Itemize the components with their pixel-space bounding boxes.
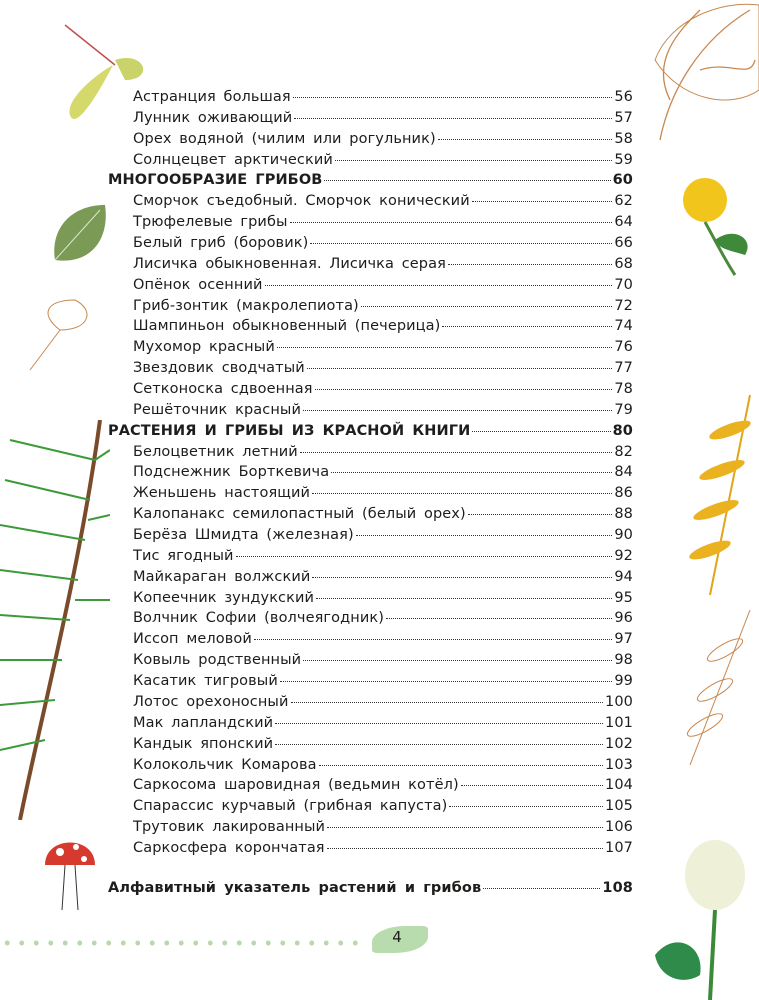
toc-entry-title: Трюфелевые грибы [133, 214, 288, 231]
dot-leader [275, 744, 603, 745]
toc-entry-page: 106 [605, 819, 633, 836]
toc-entry[interactable] [108, 152, 633, 173]
toc-entry-page: 92 [614, 547, 633, 564]
toc-entry-page: 101 [605, 714, 633, 731]
dot-leader [293, 97, 613, 98]
toc-entry-page: 86 [614, 485, 633, 502]
dot-leader [386, 618, 612, 619]
toc-entry-title: Берёза Шмидта (железная) [133, 527, 354, 544]
toc-entry-page: 78 [614, 381, 633, 398]
toc-entry[interactable] [108, 193, 633, 214]
footer-dot-line [0, 940, 365, 946]
toc-entry[interactable] [108, 506, 633, 527]
toc-entry-title: МНОГООБРАЗИЕ ГРИБОВ [108, 172, 323, 189]
dot-leader [335, 160, 612, 161]
oak-leaf-outline-illustration [640, 0, 759, 150]
toc-entry-title: Опёнок осенний [133, 276, 263, 293]
toc-entry-page: 57 [614, 109, 633, 126]
toc-entry-title: Женьшень настоящий [133, 485, 311, 502]
toc-entry-page: 58 [614, 130, 633, 147]
dot-leader [254, 639, 612, 640]
toc-entry-page: 94 [614, 568, 633, 585]
toc-entry-title: Спарассис курчавый (грибная капуста) [133, 798, 448, 815]
alphabetical-index-entry[interactable] [108, 880, 633, 901]
page-number: 4 [392, 928, 402, 946]
toc-entry[interactable] [108, 131, 633, 152]
dot-leader [307, 368, 613, 369]
toc-entry-page: 105 [605, 798, 633, 815]
toc-entry[interactable] [108, 464, 633, 485]
toc-entry-page: 77 [614, 360, 633, 377]
toc-entry[interactable] [108, 339, 633, 360]
yellow-fern-illustration [670, 390, 759, 600]
toc-entry-page: 107 [605, 839, 633, 856]
dot-leader [331, 472, 612, 473]
toc-entry[interactable] [108, 736, 633, 757]
toc-entry-title: Мак лапландский [133, 714, 274, 731]
toc-entry-page: 103 [605, 756, 633, 773]
toc-entry-page: 66 [614, 235, 633, 252]
toc-entry[interactable] [108, 402, 633, 423]
dot-leader [468, 514, 613, 515]
toc-entry-title: Майкараган волжский [133, 568, 311, 585]
toc-entry-title: Подснежник Борткевича [133, 464, 330, 481]
ginkgo-leaf-outline-illustration [20, 295, 100, 375]
toc-entry[interactable] [108, 673, 633, 694]
toc-entry-title: Саркосома шаровидная (ведьмин котёл) [133, 777, 459, 794]
pine-branch-illustration [0, 420, 110, 820]
toc-entry[interactable] [108, 110, 633, 131]
dot-leader [275, 723, 603, 724]
table-of-contents [108, 89, 633, 861]
toc-entry-page: 62 [614, 193, 633, 210]
toc-entry-title: Звездовик сводчатый [133, 360, 305, 377]
dot-leader [461, 785, 603, 786]
toc-entry-title: Трутовик лакированный [133, 819, 326, 836]
green-leaf-illustration [50, 200, 110, 270]
dot-leader [280, 681, 612, 682]
toc-entry-page: 95 [614, 589, 633, 606]
dot-leader [324, 180, 610, 181]
dot-leader [290, 222, 613, 223]
toc-entry-page: 56 [614, 89, 633, 105]
toc-entry[interactable] [108, 777, 633, 798]
toc-entry[interactable] [108, 798, 633, 819]
dot-leader [312, 493, 612, 494]
toc-entry-title: Колокольчик Комарова [133, 756, 317, 773]
dot-leader [472, 431, 610, 432]
toc-entry-title: Орех водяной (чилим или рогульник) [133, 130, 436, 147]
dot-leader [483, 888, 600, 889]
toc-entry-title: РАСТЕНИЯ И ГРИБЫ ИЗ КРАСНОЙ КНИГИ [108, 422, 471, 439]
toc-entry[interactable] [108, 569, 633, 590]
dot-leader [300, 452, 613, 453]
dot-leader [265, 285, 613, 286]
toc-entry-title: Астранция большая [133, 89, 291, 105]
toc-entry[interactable] [108, 610, 633, 631]
dot-leader [316, 598, 612, 599]
toc-entry-title: Гриб-зонтик (макролепиота) [133, 297, 359, 314]
rowan-leaf-outline-illustration [670, 600, 759, 770]
toc-entry-page: 68 [614, 255, 633, 272]
toc-entry-title: Решёточник красный [133, 401, 301, 418]
toc-entry[interactable] [108, 840, 633, 861]
toc-entry-title: Иссоп меловой [133, 631, 252, 648]
toc-entry-title: Лисичка обыкновенная. Лисичка серая [133, 255, 446, 272]
dot-leader [294, 118, 612, 119]
toc-section-heading[interactable] [108, 172, 633, 193]
toc-entry-title: Сетконоска сдвоенная [133, 381, 313, 398]
dot-leader [236, 556, 613, 557]
toc-entry-title: Касатик тигровый [133, 673, 278, 690]
toc-entry-page: 97 [614, 631, 633, 648]
toc-entry[interactable] [108, 485, 633, 506]
yellow-flower-illustration [675, 170, 759, 280]
toc-entry[interactable] [108, 631, 633, 652]
toc-entry-page: 79 [614, 401, 633, 418]
dot-leader [448, 264, 612, 265]
toc-entry[interactable] [108, 757, 633, 778]
toc-entry[interactable] [108, 694, 633, 715]
toc-section-heading[interactable] [108, 423, 633, 444]
toc-entry-title: Алфавитный указатель растений и грибов [108, 880, 482, 896]
toc-entry[interactable] [108, 277, 633, 298]
toc-entry-title: Копеечник зундукский [133, 589, 315, 606]
dot-leader [310, 243, 612, 244]
toc-entry-title: Белоцветник летний [133, 443, 298, 460]
toc-entry-title: Мухомор красный [133, 339, 275, 356]
toc-entry-title: Волчник Софии (волчеягодник) [133, 610, 384, 627]
toc-entry-title: Лотос орехоносный [133, 693, 289, 710]
toc-entry-page: 64 [614, 214, 633, 231]
toc-entry[interactable] [108, 214, 633, 235]
dot-leader [315, 389, 613, 390]
toc-entry-title: Тис ягодный [133, 547, 234, 564]
toc-entry[interactable] [108, 652, 633, 673]
dot-leader [361, 306, 613, 307]
dot-leader [303, 660, 612, 661]
toc-entry-page: 82 [614, 443, 633, 460]
toc-entry[interactable] [108, 715, 633, 736]
toc-entry[interactable] [108, 444, 633, 465]
toc-entry-page: 108 [602, 880, 633, 896]
toc-entry-title: Белый гриб (боровик) [133, 235, 309, 252]
dot-leader [356, 535, 613, 536]
dot-leader [303, 410, 612, 411]
toc-entry-title: Шампиньон обыкновенный (печерица) [133, 318, 441, 335]
toc-entry-title: Солнцецвет арктический [133, 151, 333, 168]
toc-entry-page: 72 [614, 297, 633, 314]
dot-leader [442, 326, 612, 327]
toc-entry-page: 102 [605, 735, 633, 752]
toc-entry-title: Саркосфера корончатая [133, 839, 325, 856]
toc-entry-page: 104 [605, 777, 633, 794]
toc-entry-page: 98 [614, 652, 633, 669]
dot-leader [319, 765, 603, 766]
toc-entry-title: Ковыль родственный [133, 652, 302, 669]
toc-entry-page: 74 [614, 318, 633, 335]
toc-entry-page: 84 [614, 464, 633, 481]
fly-agaric-mushroom-illustration [40, 825, 100, 920]
dot-leader [449, 806, 603, 807]
toc-entry-page: 100 [605, 693, 633, 710]
toc-entry[interactable] [108, 590, 633, 611]
dot-leader [327, 827, 603, 828]
toc-entry[interactable] [108, 318, 633, 339]
dot-leader [472, 201, 613, 202]
toc-entry[interactable] [108, 381, 633, 402]
toc-entry[interactable] [108, 256, 633, 277]
toc-entry-page: 80 [612, 422, 633, 439]
toc-entry-page: 99 [614, 673, 633, 690]
toc-entry-title: Калопанакс семилопастный (белый орех) [133, 506, 466, 523]
toc-entry-page: 88 [614, 506, 633, 523]
dot-leader [438, 139, 613, 140]
toc-entry-page: 90 [614, 527, 633, 544]
toc-entry[interactable] [108, 235, 633, 256]
toc-entry[interactable] [108, 360, 633, 381]
toc-entry-page: 60 [612, 172, 633, 189]
toc-entry[interactable] [108, 548, 633, 569]
dot-leader [312, 577, 612, 578]
toc-entry-title: Сморчок съедобный. Сморчок конический [133, 193, 470, 210]
dot-leader [291, 702, 604, 703]
dot-leader [277, 347, 613, 348]
toc-entry[interactable] [108, 527, 633, 548]
toc-entry-title: Кандык японский [133, 735, 274, 752]
toc-entry-page: 70 [614, 276, 633, 293]
toc-entry[interactable] [108, 819, 633, 840]
toc-entry-title: Лунник оживающий [133, 109, 293, 126]
toc-entry[interactable] [108, 298, 633, 319]
dot-leader [327, 848, 603, 849]
toc-entry-page: 96 [614, 610, 633, 627]
lotus-flower-illustration [645, 835, 759, 1000]
toc-entry-page: 76 [614, 339, 633, 356]
toc-entry[interactable] [108, 89, 633, 110]
toc-entry-page: 59 [614, 151, 633, 168]
